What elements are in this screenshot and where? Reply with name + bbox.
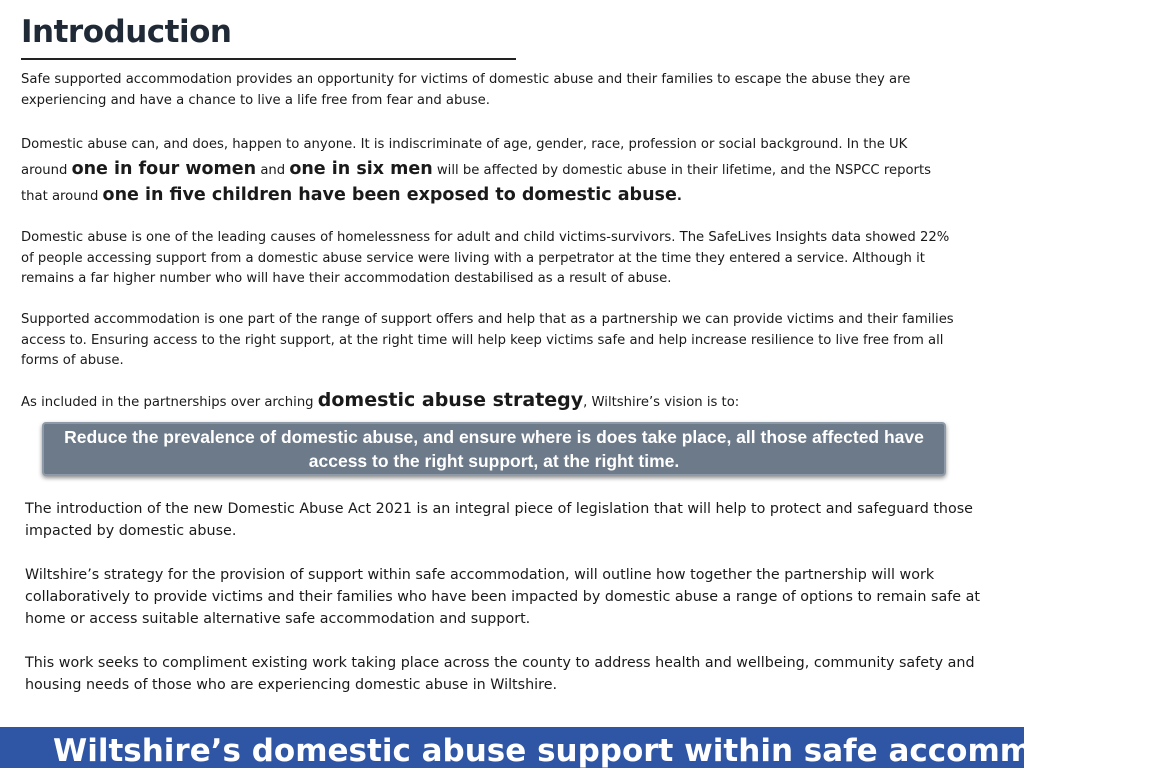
- anyone-text-3: will be affected by domestic abuse in their lifetime, and the NSPCC reports that around: [21, 163, 931, 204]
- anyone-paragraph: [21, 132, 956, 209]
- stat-women: one in four women: [71, 159, 257, 179]
- intro-paragraph: Safe supported accommodation provides an opportunity for victims of domestic abuse and their families to escape the abuse they are experiencing and have a chance to live a life free from fear and abuse.: [21, 72, 911, 108]
- strategy-highlight: domestic abuse strategy: [317, 389, 584, 411]
- compliment-paragraph: This work seeks to compliment existing work taking place across the county to address health and wellbeing, community safety and housing needs of those who are experiencing domestic abuse in Wiltshire.: [25, 655, 975, 693]
- page-title: Introduction: [21, 14, 232, 50]
- homelessness-paragraph: Domestic abuse is one of the leading causes of homelessness for adult and child victims-survivors. The SafeLives Insights data showed 22% of people accessing support from a domestic abuse service were living with a perpetrator at the time they entered a service. Although it remains a far higher number who will have their accommodation destabilised as a result of abuse.: [21, 230, 950, 286]
- footer-title: Wiltshire’s domestic abuse support within safe accommodation: [53, 733, 1165, 769]
- stat-men: one in six men: [289, 159, 433, 179]
- vision-statement-box: [42, 422, 946, 476]
- strategy-text-2: , Wiltshire’s vision is to:: [583, 395, 740, 410]
- anyone-text-1: Domestic abuse can, and does, happen to anyone. It is indiscriminate of age, gender, race, profession or social background. In the UK around: [21, 137, 908, 178]
- act-paragraph: The introduction of the new Domestic Abuse Act 2021 is an integral piece of legislation that will help to protect and safeguard those impacted by domestic abuse.: [25, 501, 973, 539]
- supported-paragraph: Supported accommodation is one part of the range of support offers and help that as a partnership we can provide victims and their families access to. Ensuring access to the right support, at the right time will help keep victims safe and help increase resilience to live free from all forms of abuse.: [21, 312, 954, 368]
- anyone-text-2: and: [256, 163, 290, 178]
- strategy-text-1: As included in the partnerships over arching: [21, 395, 318, 410]
- vision-statement: Reduce the prevalence of domestic abuse, and ensure where is does take place, all those affected have access to the right support, at the right time.: [64, 427, 924, 471]
- wiltshire-strategy-paragraph: Wiltshire’s strategy for the provision of support within safe accommodation, will outline how together the partnership will work collaboratively to provide victims and their families who have been impacted by domestic abuse a range of options to remain safe at home or access suitable alternative safe accommodation and support.: [25, 567, 980, 627]
- stat-children: one in five children have been exposed to domestic abuse: [102, 185, 677, 205]
- footer-banner: [0, 727, 1165, 769]
- anyone-text-4: .: [676, 189, 682, 204]
- strategy-paragraph: [21, 387, 956, 416]
- title-underline: [21, 58, 516, 60]
